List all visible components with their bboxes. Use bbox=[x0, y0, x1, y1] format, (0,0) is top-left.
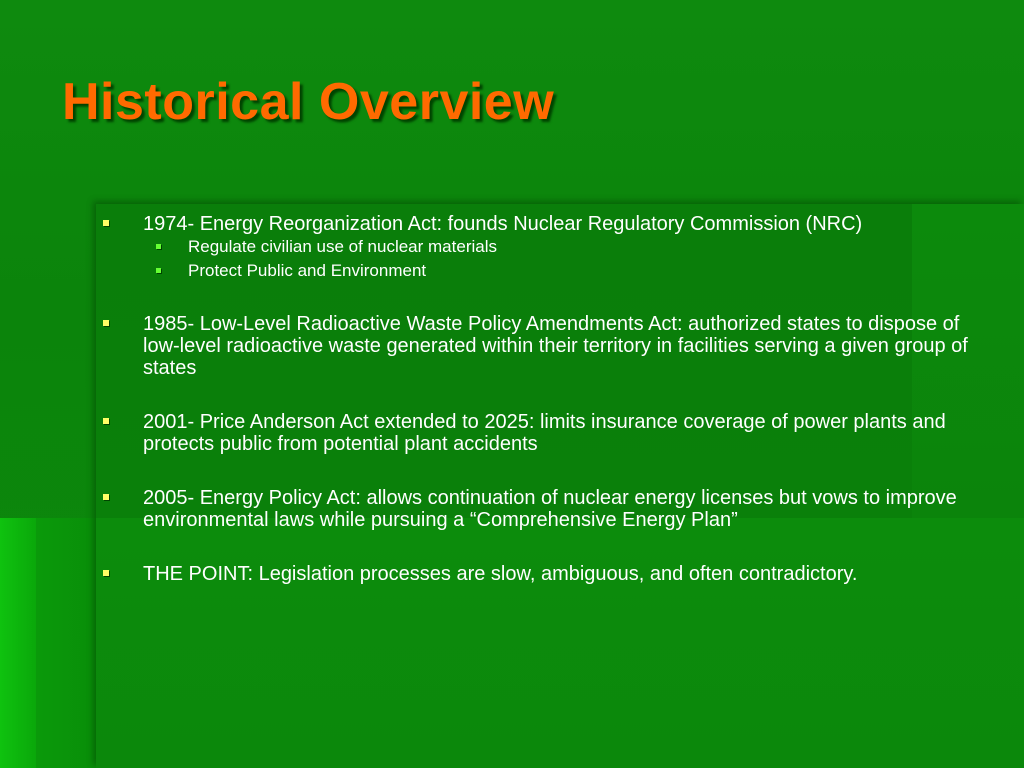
list-item-text: 2005- Energy Policy Act: allows continuation of nuclear energy licenses but vows to improve environmental laws while pursuing a “Comprehensive Energy Plan” bbox=[143, 487, 957, 531]
sub-list-item-text: Protect Public and Environment bbox=[188, 261, 427, 280]
bullet-list bbox=[103, 213, 983, 585]
list-item-text: 1985- Low-Level Radioactive Waste Policy Amendments Act: authorized states to dispose of low-level radioactive waste generated within their territory in facilities serving a given group of states bbox=[143, 313, 968, 379]
sub-list-item bbox=[103, 235, 983, 259]
list-item bbox=[103, 563, 983, 585]
list-item-text: 2001- Price Anderson Act extended to 2025: limits insurance coverage of power plants and protects public from potential plant accidents bbox=[143, 411, 946, 455]
sub-list-item-text: Regulate civilian use of nuclear materials bbox=[188, 237, 497, 256]
list-item-text: THE POINT: Legislation processes are slow, ambiguous, and often contradictory. bbox=[143, 563, 858, 585]
list-item bbox=[103, 213, 983, 235]
square-bullet-icon bbox=[103, 220, 109, 226]
list-item bbox=[103, 411, 983, 455]
list-item-text: 1974- Energy Reorganization Act: founds Nuclear Regulatory Commission (NRC) bbox=[143, 213, 863, 235]
square-bullet-icon bbox=[156, 268, 161, 273]
decorative-panel bbox=[36, 518, 96, 768]
square-bullet-icon bbox=[156, 244, 161, 249]
sub-list-item bbox=[103, 259, 983, 283]
slide-title: Historical Overview bbox=[62, 73, 555, 131]
list-item bbox=[103, 313, 983, 379]
square-bullet-icon bbox=[103, 494, 109, 500]
square-bullet-icon bbox=[103, 320, 109, 326]
square-bullet-icon bbox=[103, 570, 109, 576]
decorative-panel bbox=[0, 518, 36, 768]
square-bullet-icon bbox=[103, 418, 109, 424]
list-item bbox=[103, 487, 983, 531]
